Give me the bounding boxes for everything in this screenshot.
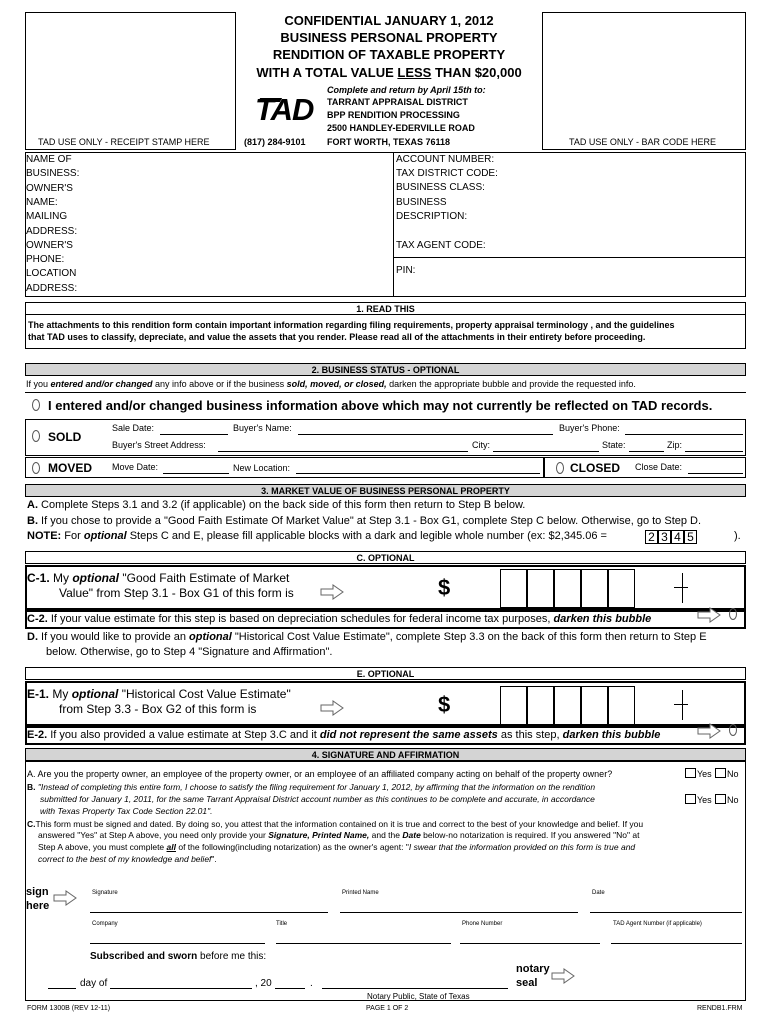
4a-no-label: No	[727, 769, 739, 779]
step-e1-text: E-1. My optional "Historical Cost Value Estimate"	[27, 687, 291, 701]
tad-logo	[255, 92, 323, 128]
company-field[interactable]	[90, 943, 265, 944]
buyer-phone-field[interactable]	[625, 434, 743, 435]
twenty-label: , 20	[255, 978, 272, 989]
section2-divider	[25, 392, 746, 393]
c1-cell-1[interactable]	[500, 569, 527, 608]
step-a-text: A. Complete Steps 3.1 and 3.2 (if applicable) on the back side of this form then return to Step B below.	[27, 499, 526, 511]
city-field[interactable]	[493, 451, 599, 452]
c1-end-tick	[682, 573, 683, 603]
e1-cell-4[interactable]	[581, 686, 608, 725]
move-date-label: Move Date:	[112, 462, 159, 472]
step-c-heading: C. OPTIONAL	[25, 551, 746, 564]
e2-arrow-icon	[697, 723, 721, 739]
sold-label: SOLD	[48, 430, 82, 444]
section1-text-2: that TAD uses to classify, depreciate, and value the assets that you render. Please read all of the attachments in their entirety before proceeding.	[28, 332, 646, 342]
buyer-phone-label: Buyer's Phone:	[559, 423, 620, 433]
buyer-name-label: Buyer's Name:	[233, 423, 292, 433]
state-field[interactable]	[629, 451, 664, 452]
closed-bubble[interactable]	[556, 462, 564, 474]
address-line2: BPP RENDITION PROCESSING	[327, 110, 460, 120]
date-field[interactable]	[590, 912, 742, 913]
form-number: FORM 1300B (REV 12-11)	[27, 1005, 111, 1012]
step-d-text: D. If you would like to provide an optional "Historical Cost Value Estimate", complete Step 3.3 on the back of this form then return to Step E	[27, 631, 707, 643]
signature-field[interactable]	[90, 912, 328, 913]
account-info-block	[25, 152, 746, 297]
section1-heading: 1. READ THIS	[25, 302, 746, 315]
buyer-street-field[interactable]	[218, 451, 468, 452]
4b-no-label: No	[727, 795, 739, 805]
step-c1-text-2: Value" from Step 3.1 - Box G1 of this form is	[59, 586, 294, 600]
address-line4: FORT WORTH, TEXAS 76118	[327, 137, 451, 147]
4b-no-checkbox[interactable]	[715, 794, 726, 804]
sale-date-field[interactable]	[160, 434, 228, 435]
bar-code-box	[542, 12, 746, 150]
page-title-line3: RENDITION OF TAXABLE PROPERTY	[272, 47, 506, 62]
notary-public-label: Notary Public, State of Texas	[367, 992, 470, 1001]
phone-number: (817) 284-9101	[244, 137, 306, 147]
step-4b-text-1: B. "Instead of completing this entire form, I choose to satisfy the filing requirement for January 1, 2012, by affirming that the information on the rendition	[27, 782, 596, 792]
c1-cell-5[interactable]	[608, 569, 635, 608]
pin-divider	[393, 257, 746, 258]
e1-cell-5[interactable]	[608, 686, 635, 725]
title-field[interactable]	[276, 943, 451, 944]
e1-end-dash	[674, 704, 688, 705]
section2-instructions: If you entered and/or changed any info above or if the business sold, moved, or closed, darken the appropriate bubble and provide the requested info.	[26, 379, 636, 389]
agent-number-field[interactable]	[611, 943, 742, 944]
example-digit: 4	[671, 530, 684, 544]
step-c2-text: C-2. If your value estimate for this step is based on depreciation schedules for federal income tax purposes, darken this bubble	[27, 613, 652, 625]
section1-text-1: The attachments to this rendition form contain important information regarding filing requirements, property appraisal terminology , and the guidelines	[28, 320, 675, 330]
info-label: LOCATION	[26, 268, 77, 280]
business-description-label-1: BUSINESS	[396, 197, 447, 208]
step-4b-text-3: with Texas Property Tax Code Section 22.01".	[40, 806, 213, 816]
pin-label: PIN:	[396, 265, 416, 276]
address-line3: 2500 HANDLEY-EDERVILLE ROAD	[327, 123, 475, 133]
c1-cell-4[interactable]	[581, 569, 608, 608]
section2-heading: 2. BUSINESS STATUS - OPTIONAL	[25, 363, 746, 376]
step-d-text-2: below. Otherwise, go to Step 4 "Signature and Affirmation".	[46, 646, 333, 658]
example-close: ).	[734, 530, 741, 542]
close-date-label: Close Date:	[635, 462, 683, 472]
info-label: BUSINESS:	[26, 168, 80, 180]
form-code: RENDB1.FRM	[697, 1005, 743, 1012]
section3-heading: 3. MARKET VALUE OF BUSINESS PERSONAL PROPERTY	[25, 484, 746, 497]
section4-heading: 4. SIGNATURE AND AFFIRMATION	[25, 748, 746, 761]
phone-number-label: Phone Number	[462, 921, 503, 927]
info-label: MAILING	[26, 211, 68, 223]
sign-arrow-icon	[53, 890, 77, 906]
info-label: OWNER'S	[26, 182, 73, 194]
notary-label: notary	[516, 963, 550, 975]
subscribed-text: Subscribed and sworn before me this:	[90, 951, 267, 962]
entered-changed-bubble[interactable]	[32, 399, 40, 411]
moved-label: MOVED	[48, 461, 93, 475]
step-e-heading: E. OPTIONAL	[25, 667, 746, 680]
notary-signature-field[interactable]	[322, 988, 508, 989]
new-location-label: New Location:	[233, 463, 291, 473]
signature-label: Signature	[92, 890, 118, 896]
example-digit: 5	[684, 530, 697, 544]
info-label: OWNER'S	[26, 239, 73, 251]
info-label: NAME:	[26, 196, 58, 208]
step-4c-text-4: correct to the best of my knowledge and belief".	[38, 854, 217, 864]
c1-dollar-sign: $	[438, 575, 451, 600]
company-label: Company	[92, 921, 118, 927]
info-label: ADDRESS:	[26, 282, 78, 294]
c1-arrow-icon	[320, 584, 344, 600]
4b-yes-checkbox[interactable]	[685, 794, 696, 804]
phone-number-field[interactable]	[460, 943, 600, 944]
zip-label: Zip:	[667, 440, 683, 450]
year-field[interactable]	[275, 988, 305, 989]
sold-bubble[interactable]	[32, 430, 40, 442]
e1-dollar-sign: $	[438, 692, 451, 717]
step-b-text: B. If you chose to provide a "Good Faith Estimate Of Market Value" at Step 3.1 - Box G1, complete Step C below. Otherwise, go to Step D.	[27, 515, 702, 527]
info-label: PHONE:	[26, 254, 65, 266]
receipt-stamp-label: TAD USE ONLY - RECEIPT STAMP HERE	[38, 137, 210, 147]
page-title-line4: WITH A TOTAL VALUE LESS THAN $20,000	[256, 65, 522, 80]
buyer-street-label: Buyer's Street Address:	[112, 440, 206, 450]
return-by-text: Complete and return by April 15th to:	[327, 85, 486, 95]
day-of-label: day of	[80, 978, 108, 989]
step-4c-text-3: Step A above, you must complete all of the following(including notarization) as the owner's agent: "I swear that the information provided on this form is true and	[38, 842, 636, 852]
step-4a-text: A. Are you the property owner, an employee of the property owner, or an employee of an affiliated company acting on behalf of the property owner?	[27, 769, 613, 779]
moved-bubble[interactable]	[32, 462, 40, 474]
e1-cell-2[interactable]	[527, 686, 554, 725]
close-date-field[interactable]	[688, 473, 743, 474]
step-e2-text: E-2. If you also provided a value estimate at Step 3.C and it did not represent the same assets as this step, darken this bubble	[27, 729, 661, 741]
info-divider	[393, 152, 394, 297]
tad-logo-text: TAD	[255, 92, 314, 127]
e1-cell-3[interactable]	[554, 686, 581, 725]
notary-arrow-icon	[551, 968, 575, 984]
zip-field[interactable]	[685, 451, 743, 452]
c1-cell-3[interactable]	[554, 569, 581, 608]
page-title-line2: BUSINESS PERSONAL PROPERTY	[280, 30, 498, 45]
info-label: ADDRESS:	[26, 225, 78, 237]
day-field[interactable]	[48, 988, 76, 989]
closed-label: CLOSED	[570, 461, 621, 475]
sign-label: sign	[26, 886, 49, 898]
4a-yes-checkbox[interactable]	[685, 768, 696, 778]
step-4b-text-2: submitted for January 1, 2011, for the same Tarrant Appraisal District account number as this continues to be complete and accurate, in accordance	[40, 794, 595, 804]
bar-code-label: TAD USE ONLY - BAR CODE HERE	[569, 137, 717, 147]
example-digit: 2	[645, 530, 658, 544]
c2-arrow-icon	[697, 607, 721, 623]
date-label: Date	[592, 890, 605, 896]
entered-changed-text: I entered and/or changed business information above which may not currently be reflected on TAD records.	[48, 398, 713, 413]
seal-label: seal	[516, 977, 538, 989]
period-label: .	[310, 978, 313, 989]
page-title-line1: CONFIDENTIAL JANUARY 1, 2012	[284, 13, 494, 28]
example-digit: 3	[658, 530, 671, 544]
e1-end-tick	[682, 690, 683, 720]
e1-cell-1[interactable]	[500, 686, 527, 725]
4a-yes-label: Yes	[697, 769, 712, 779]
step-c1-text: C-1. My optional "Good Faith Estimate of Market	[27, 571, 290, 585]
c1-end-dash	[674, 587, 688, 588]
month-field[interactable]	[110, 988, 252, 989]
4a-no-checkbox[interactable]	[715, 768, 726, 778]
buyer-name-field[interactable]	[298, 434, 553, 435]
business-description-label-2: DESCRIPTION:	[396, 211, 468, 222]
tax-agent-code-label: TAX AGENT CODE:	[396, 240, 486, 251]
sale-date-label: Sale Date:	[112, 423, 155, 433]
receipt-stamp-box	[25, 12, 236, 150]
address-line1: TARRANT APPRAISAL DISTRICT	[327, 97, 468, 107]
state-label: State:	[602, 440, 626, 450]
tax-district-code-label: TAX DISTRICT CODE:	[396, 168, 498, 179]
printed-name-field[interactable]	[340, 912, 578, 913]
step-e1-text-2: from Step 3.3 - Box G2 of this form is	[59, 702, 257, 716]
step-4c-text-1: C.This form must be signed and dated. By doing so, you attest that the information contained on it is true and correct to the best of your knowledge and belief. If you	[27, 819, 644, 829]
title-label: Title	[276, 921, 288, 927]
4b-yes-label: Yes	[697, 795, 712, 805]
step-4c-text-2: answered "Yes" at Step A above, you need only provide your Signature, Printed Name, and the Date below-no notarization is required. If you answered "No" at	[38, 830, 640, 840]
move-date-field[interactable]	[163, 473, 229, 474]
printed-name-label: Printed Name	[342, 890, 379, 896]
e1-arrow-icon	[320, 700, 344, 716]
c1-cell-2[interactable]	[527, 569, 554, 608]
info-label: NAME OF	[26, 154, 72, 165]
c2-bubble[interactable]	[729, 608, 737, 620]
city-label: City:	[472, 440, 490, 450]
note-text: NOTE: For optional Steps C and E, please fill applicable blocks with a dark and legible whole number (ex: $2,345.06 =	[27, 530, 607, 542]
e2-bubble[interactable]	[729, 724, 737, 736]
here-label: here	[26, 900, 50, 912]
account-number-label: ACCOUNT NUMBER:	[396, 154, 495, 165]
page-number: PAGE 1 OF 2	[366, 1005, 409, 1012]
business-class-label: BUSINESS CLASS:	[396, 182, 485, 193]
new-location-field[interactable]	[296, 473, 540, 474]
agent-number-label: TAD Agent Number (if applicable)	[613, 921, 702, 927]
